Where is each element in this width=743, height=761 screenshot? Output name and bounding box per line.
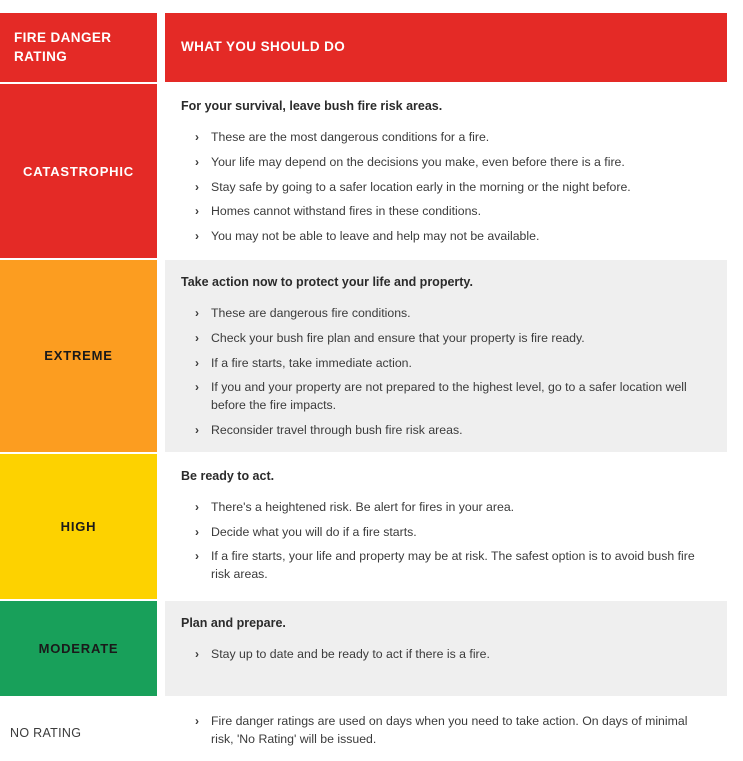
rating-cell-moderate	[0, 601, 157, 696]
action-point-list	[181, 129, 713, 246]
list-item	[195, 379, 713, 415]
action-point-list	[181, 713, 713, 749]
list-item-text: There's a heightened risk. Be alert for fires in your area.	[211, 499, 515, 514]
rating-label: MODERATE	[38, 640, 119, 656]
list-item-text: If you and your property are not prepared to the highest level, go to a safer location well before the fire impacts.	[211, 380, 687, 413]
action-cell-catastrophic	[165, 84, 727, 258]
chevron-right-icon: ›	[195, 229, 199, 244]
list-item-text: If a fire starts, your life and property may be at risk. The safest option is to avoid bush fire risk areas.	[211, 549, 695, 582]
list-item	[195, 129, 713, 147]
header-action-label: WHAT YOU SHOULD DO	[181, 39, 346, 55]
list-item	[195, 228, 713, 246]
action-lead-text: Be ready to act.	[181, 468, 275, 483]
list-item-text: Homes cannot withstand fires in these conditions.	[211, 204, 481, 219]
rating-cell-high	[0, 454, 157, 599]
rating-cell-no-rating	[0, 705, 157, 761]
rating-label: NO RATING	[10, 725, 82, 740]
table-header-row	[0, 13, 727, 82]
list-item	[195, 203, 713, 221]
list-item-text: Fire danger ratings are used on days when you need to take action. On days of minimal risk, 'No Rating' will be issued.	[211, 713, 688, 746]
chevron-right-icon: ›	[195, 646, 199, 661]
chevron-right-icon: ›	[195, 179, 199, 194]
rating-label: EXTREME	[44, 348, 113, 364]
list-item-text: Reconsider travel through bush fire risk areas.	[211, 423, 463, 438]
table-row	[0, 454, 727, 599]
chevron-right-icon: ›	[195, 380, 199, 395]
rating-label: CATASTROPHIC	[23, 163, 134, 179]
chevron-right-icon: ›	[195, 355, 199, 370]
rating-cell-extreme	[0, 260, 157, 452]
list-item	[195, 499, 713, 517]
action-lead-text: For your survival, leave bush fire risk areas.	[181, 99, 443, 113]
table-row	[0, 84, 727, 258]
list-item	[195, 422, 713, 440]
list-item-text: Stay up to date and be ready to act if there is a fire.	[211, 646, 490, 661]
table-row	[0, 601, 727, 696]
header-rating-label: FIRE DANGER RATING	[14, 30, 112, 64]
action-cell-extreme	[165, 260, 727, 452]
action-cell-moderate	[165, 601, 727, 696]
list-item	[195, 548, 713, 584]
action-point-list	[181, 499, 713, 584]
chevron-right-icon: ›	[195, 423, 199, 438]
list-item	[195, 524, 713, 542]
list-item-text: Decide what you will do if a fire starts.	[211, 524, 417, 539]
list-item	[195, 330, 713, 348]
list-item-text: These are the most dangerous conditions for a fire.	[211, 129, 490, 144]
list-item	[195, 179, 713, 197]
list-item-text: Check your bush fire plan and ensure that your property is fire ready.	[211, 330, 585, 345]
action-point-list	[181, 305, 713, 440]
action-point-list	[181, 646, 713, 664]
list-item	[195, 305, 713, 323]
list-item	[195, 713, 713, 749]
chevron-right-icon: ›	[195, 524, 199, 539]
list-item	[195, 646, 713, 664]
chevron-right-icon: ›	[195, 305, 199, 320]
action-cell-high	[165, 454, 727, 599]
list-item-text: Your life may depend on the decisions you make, even before there is a fire.	[211, 154, 625, 169]
chevron-right-icon: ›	[195, 129, 199, 144]
table-row	[0, 260, 727, 452]
rating-label: HIGH	[60, 518, 97, 534]
list-item-text: Stay safe by going to a safer location early in the morning or the night before.	[211, 179, 631, 194]
chevron-right-icon: ›	[195, 330, 199, 345]
action-lead-text: Plan and prepare.	[181, 615, 286, 630]
action-cell-no-rating	[165, 705, 727, 761]
list-item-text: If a fire starts, take immediate action.	[211, 355, 412, 370]
chevron-right-icon: ›	[195, 713, 199, 728]
table-row	[0, 705, 727, 761]
header-cell-action	[165, 13, 727, 82]
list-item	[195, 154, 713, 172]
header-cell-rating	[0, 13, 157, 82]
action-lead-text: Take action now to protect your life and property.	[181, 275, 473, 290]
chevron-right-icon: ›	[195, 549, 199, 564]
rating-cell-catastrophic	[0, 84, 157, 258]
chevron-right-icon: ›	[195, 499, 199, 514]
chevron-right-icon: ›	[195, 204, 199, 219]
list-item-text: You may not be able to leave and help may not be available.	[211, 229, 540, 244]
chevron-right-icon: ›	[195, 154, 199, 169]
list-item	[195, 355, 713, 373]
list-item-text: These are dangerous fire conditions.	[211, 305, 411, 320]
